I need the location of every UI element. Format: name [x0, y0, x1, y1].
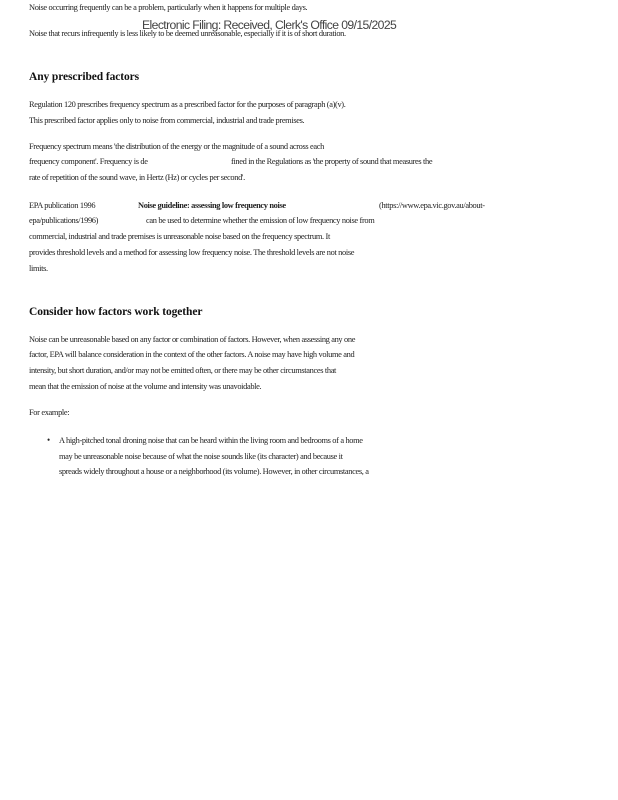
publication-title-link[interactable]: Noise guideline: assessing low frequency noise: [138, 201, 286, 210]
for-example-label: For example:: [29, 408, 70, 417]
section-heading-prescribed-factors: Any prescribed factors: [29, 71, 140, 83]
publication-reference: EPA publication 1996: [29, 201, 96, 210]
paragraph-line: fined in the Regulations as 'the property of sound that measures the: [231, 157, 433, 166]
intro-line-1: Noise occurring frequently can be a problem, particularly when it happens for multiple days.: [29, 3, 308, 12]
list-item-line: may be unreasonable noise because of what the noise sounds like (its character) and because it: [59, 452, 343, 461]
bullet-icon: •: [47, 435, 51, 445]
paragraph-line: intensity, but short duration, and/or may not be emitted often, or there may be other circumstances that: [29, 366, 337, 375]
paragraph-line: Noise can be unreasonable based on any factor or combination of factors. However, when assessing any one: [29, 335, 356, 344]
publication-url-link[interactable]: (https://www.epa.vic.gov.au/about-: [379, 201, 485, 210]
list-item-line: spreads widely throughout a house or a neighborhood (its volume). However, in other circumstances, a: [59, 467, 369, 476]
paragraph-line: Frequency spectrum means 'the distribution of the energy or the magnitude of a sound across each: [29, 142, 324, 151]
intro-line-2: Noise that recurs infrequently is less likely to be deemed unreasonable, especially if it is of short duration.: [29, 29, 346, 38]
paragraph-line: This prescribed factor applies only to noise from commercial, industrial and trade premises.: [29, 116, 305, 125]
section-heading-factors-together: Consider how factors work together: [29, 306, 203, 318]
paragraph-line: limits.: [29, 264, 48, 273]
list-item-line: A high-pitched tonal droning noise that can be heard within the living room and bedrooms of a home: [59, 436, 363, 445]
paragraph-line: can be used to determine whether the emission of low frequency noise from: [146, 216, 375, 225]
paragraph-line: commercial, industrial and trade premises is unreasonable noise based on the frequency spectrum. It: [29, 232, 330, 241]
filing-stamp: Electronic Filing: Received, Clerk's Office 09/15/2025: [142, 18, 397, 32]
paragraph-line: mean that the emission of noise at the volume and intensity was unavoidable.: [29, 382, 262, 391]
publication-url-link[interactable]: epa/publications/1996): [29, 216, 99, 225]
paragraph-line: frequency component'. Frequency is de: [29, 157, 148, 166]
paragraph-line: provides threshold levels and a method for assessing low frequency noise. The threshold levels are not noise: [29, 248, 355, 257]
paragraph-line: factor, EPA will balance consideration in the context of the other factors. A noise may have high volume and: [29, 350, 355, 359]
paragraph-line: rate of repetition of the sound wave, in Hertz (Hz) or cycles per second'.: [29, 173, 245, 182]
paragraph-line: Regulation 120 prescribes frequency spectrum as a prescribed factor for the purposes of paragraph (a)(v).: [29, 100, 346, 109]
